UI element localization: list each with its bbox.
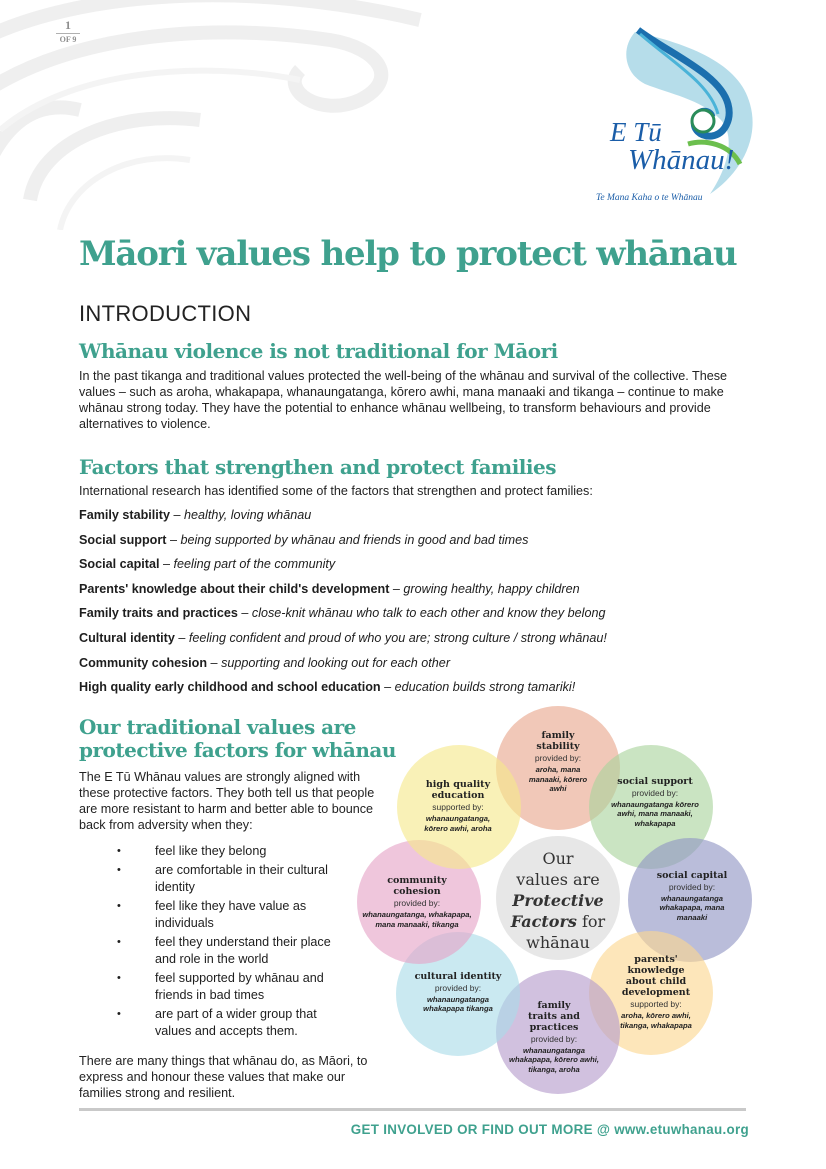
circle-provided: provided by: [393, 898, 441, 908]
factor-name: Family traits and practices [79, 606, 238, 621]
factor-desc: close-knit whānau who talk to each other and know they belong [251, 606, 606, 621]
footer-divider [79, 1108, 746, 1111]
factor-desc: education builds strong tamariki! [394, 680, 576, 695]
footer-link[interactable]: GET INVOLVED OR FIND OUT MORE @ www.etuwhanau.org [350, 1122, 749, 1137]
circle-provided: supported by: [432, 802, 484, 812]
factor-name: Family stability [79, 508, 170, 522]
factor-dash: – [174, 630, 189, 645]
factor-desc: feeling confident and proud of who you are; strong culture / strong whānau! [188, 630, 607, 645]
circle-provided: provided by: [668, 881, 716, 892]
circle-values: aroha, kōrero awhi, tikanga, whakapapa [620, 1011, 692, 1030]
factor-item [79, 580, 759, 605]
circle-title: family traits and practices [528, 999, 580, 1033]
factor-name: Cultural identity [79, 630, 175, 645]
bullet-item: • feel supported by whānau and friends in bad times [115, 970, 355, 1004]
section1-heading: Whānau violence is not traditional for Māori [79, 339, 558, 363]
factor-dash: – [166, 532, 181, 547]
factor-desc: being supported by whānau and friends in good and bad times [180, 532, 529, 547]
circle-values: whanaungatanga kōrero awhi, mana manaaki, whakapapa [611, 799, 699, 828]
factors-list [79, 506, 759, 703]
factor-desc: healthy, loving whānau [184, 508, 312, 522]
circle-title: high quality education [425, 779, 491, 801]
factor-dash: – [170, 508, 185, 522]
bullet-item: • are comfortable in their cultural identity [115, 862, 355, 896]
factor-dash: – [380, 680, 395, 695]
factor-item [79, 555, 759, 580]
page-number-total: OF 9 [59, 35, 77, 44]
circle-provided: provided by: [434, 982, 482, 993]
diagram-center-text [496, 848, 620, 953]
circle-values: whanaungatanga whakapapa, kōrero awhi, tikanga, aroha [509, 1045, 599, 1074]
circle-values: whanaungatanga whakapapa tikanga [423, 994, 493, 1013]
factor-name: Social capital [79, 557, 160, 572]
section1-body: In the past tikanga and traditional values protected the well-being of the whānau and survival of the collective. These values – such as aroha, whakapapa, whanaungatanga, kōrero awhi, mana manaaki and tikanga – continue to make whānau strong today. They have the potential to enhance whānau wellbeing, to transform behaviours and provide alternatives to violence. [79, 369, 728, 431]
circle-title: cultural identity [414, 970, 502, 982]
bullet-item: • feel like they have value as individuals [115, 898, 355, 932]
circle-provided: provided by: [534, 753, 582, 764]
section2-intro: International research has identified some of the factors that strengthen and protect families: [79, 484, 593, 498]
factor-item [79, 654, 759, 679]
circle-provided: supported by: [630, 999, 682, 1009]
logo-tagline: Te Mana Kaha o te Whānau [596, 193, 703, 203]
bullet-item: • feel they understand their place and role in the world [115, 934, 355, 968]
factor-name: High quality early childhood and school education [79, 680, 381, 695]
section3-outro: There are many things that whānau do, as Māori, to express and honour these values that make our families strong and resilient. [79, 1054, 368, 1100]
factor-dash: – [237, 606, 252, 621]
center-line [496, 890, 620, 911]
factor-name: Parents' knowledge about their child's development [79, 581, 390, 596]
factor-desc: growing healthy, happy children [403, 581, 580, 596]
page-number [50, 19, 86, 45]
logo-text-whanau: Whānau! [628, 144, 735, 176]
circle-title: social support [617, 775, 693, 787]
factor-desc: supporting and looking out for each other [221, 655, 451, 670]
circle-title: community cohesion [387, 875, 447, 897]
center-word: for [576, 912, 606, 931]
factor-name: Social support [79, 532, 167, 547]
section2-heading: Factors that strengthen and protect families [79, 455, 556, 479]
center-line: Our [542, 849, 574, 868]
center-emphasis: Factors [510, 912, 577, 931]
section3-intro: The E Tū Whānau values are strongly aligned with these protective factors. They both tell us that people are more resistant to harm and better able to bounce back from adversity when they: [79, 770, 375, 832]
factor-item [79, 531, 759, 556]
circle-title: family stability [536, 730, 580, 753]
section-label: INTRODUCTION [79, 301, 252, 326]
factor-item [79, 678, 759, 703]
factor-name: Community cohesion [79, 655, 208, 670]
circle-title: parents' knowledge about child development [621, 954, 691, 998]
factor-item [79, 604, 759, 629]
circle-values: aroha, mana manaaki, kōrero awhi [528, 765, 588, 794]
factor-dash: – [389, 581, 404, 596]
factor-dash: – [207, 655, 222, 670]
section3-heading: Our traditional values are protective factors for whānau [79, 715, 396, 762]
factor-desc: feeling part of the community [173, 557, 336, 572]
factor-item [79, 629, 759, 654]
page-number-divider [56, 33, 80, 34]
page-number-current: 1 [65, 18, 71, 32]
bullet-list [115, 843, 355, 1042]
circle-provided: provided by: [631, 787, 679, 798]
logo-text-etu: E Tū [610, 117, 662, 147]
center-emphasis: Protective [512, 891, 604, 910]
bullet-item: • are part of a wider group that values and accepts them. [115, 1006, 355, 1040]
center-line [496, 911, 620, 932]
center-line: values are [516, 870, 600, 889]
page-title: Māori values help to protect whānau [79, 234, 737, 274]
circle-values: whanaungatanga whakapapa, mana manaaki [659, 893, 725, 922]
bullet-item: • feel like they belong [115, 843, 355, 860]
center-line: whānau [526, 933, 590, 952]
circle-values: whanaungatanga, kōrero awhi, aroha [424, 814, 492, 833]
circle-values: whanaungatanga, whakapapa, mana manaaki, tikanga [362, 910, 472, 929]
circle-provided: provided by: [530, 1033, 578, 1044]
factor-dash: – [159, 557, 174, 572]
factor-item [79, 506, 759, 531]
circle-title: social capital [656, 869, 728, 881]
